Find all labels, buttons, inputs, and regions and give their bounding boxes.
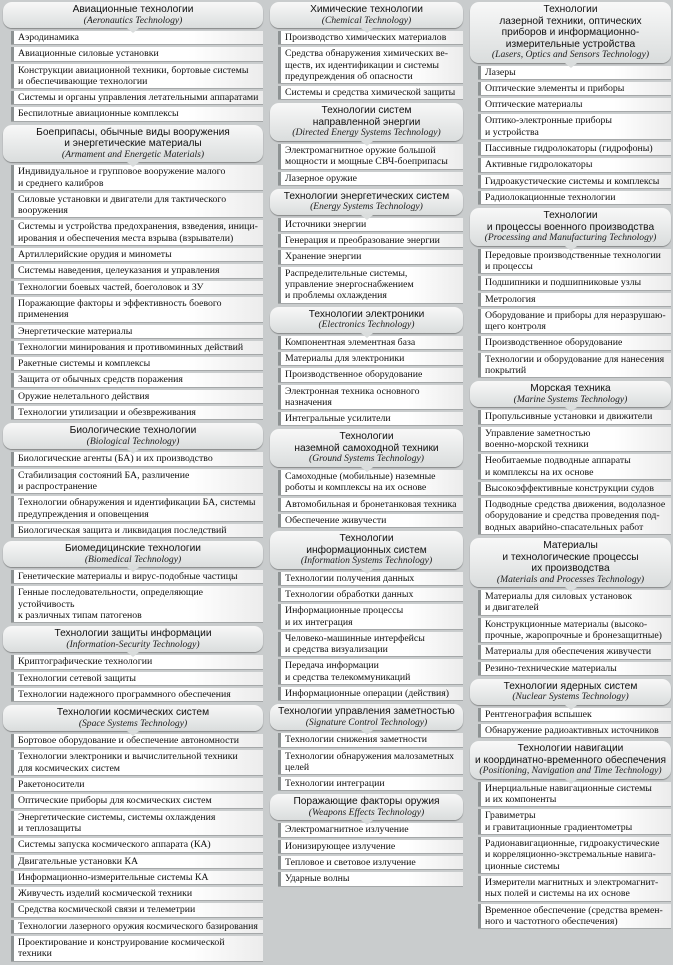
section-title: Поражающие факторы оружия (293, 796, 440, 808)
section-title: Технологии электроники (308, 308, 425, 320)
list-item: Живучесть изделий космической техники (11, 887, 263, 900)
section-subtitle: (Processing and Manufacturing Technology) (484, 232, 657, 244)
list-item: Оптические приборы для космических систем (11, 794, 263, 807)
list-item: Технологии интеграции (278, 777, 463, 790)
list-item: Распределительные системы, управление энергоснабжением и проблемы охлаждения (278, 267, 463, 303)
list-item: Временное обеспечение (средства времен- ного и частотного обеспечения) (478, 904, 671, 929)
list-item: Аэродинамика (11, 31, 263, 44)
list-item: Метрология (478, 293, 671, 306)
section-subtitle: (Directed Energy Systems Technology) (292, 127, 441, 139)
list-item: Обеспечение живучести (278, 514, 463, 527)
section-card (270, 429, 463, 527)
section-card (270, 189, 463, 303)
list-item: Биологическая защита и ликвидация последствий (11, 524, 263, 537)
list-item: Системы и средства химической защиты (278, 86, 463, 99)
list-item: Производственное оборудование (278, 368, 463, 381)
list-item: Человеко-машинные интерфейсы и средства визуализации (278, 632, 463, 657)
list-item: Передовые производственные технологии и процессы (478, 249, 671, 274)
list-item: Технологии обнаружения малозаметных целей (278, 750, 463, 775)
list-item: Информационные операции (действия) (278, 687, 463, 700)
section-subtitle: (Marine Systems Technology) (513, 393, 628, 405)
list-item: Биологические агенты (БА) и их производство (11, 452, 263, 465)
section-title: Технологии систем направленной энергии (312, 105, 421, 128)
list-item: Оборудование и приборы для неразрушаю- щего контроля (478, 309, 671, 334)
section-header (270, 103, 463, 141)
section-subtitle: (Aeronautics Technology) (83, 14, 183, 26)
column-3 (470, 2, 671, 932)
list-item: Технологии лазерного оружия космического базирования (11, 920, 263, 933)
list-item: Тепловое и световое излучение (278, 856, 463, 869)
list-item: Силовые установки и двигатели для тактического вооружения (11, 193, 263, 218)
list-item: Оружие нелетального действия (11, 390, 263, 403)
list-item: Материалы для обеспечения живучести (478, 645, 671, 658)
list-item: Необитаемые подводные аппараты и комплексы на их основе (478, 454, 671, 479)
section-title: Химические технологии (310, 4, 423, 15)
list-item: Артиллерийские орудия и минометы (11, 248, 263, 261)
section-title: Авиационные технологии (72, 4, 194, 15)
list-item: Средства космической связи и телеметрии (11, 903, 263, 916)
section-subtitle: (Information-Security Technology) (66, 638, 200, 650)
section-title: Технологии управления заметностью (278, 706, 455, 718)
list-item: Оптические элементы и приборы (478, 82, 671, 95)
section-card (270, 794, 463, 885)
section-card (3, 541, 263, 622)
list-item: Производственное оборудование (478, 336, 671, 349)
section-title: Технологии информационных систем (306, 533, 427, 556)
list-item: Системы запуска космического аппарата (КА) (11, 838, 263, 851)
section-subtitle: (Weapons Effects Technology) (308, 806, 425, 818)
section-card (270, 307, 463, 426)
list-item: Технологии электроники и вычислительной техники для космических систем (11, 750, 263, 775)
list-item: Генные последовательности, определяющие устойчивость к различных типам патогенов (11, 586, 263, 622)
list-item: Материалы для силовых установок и двигателей (478, 590, 671, 615)
section-subtitle: (Materials and Processes Technology) (496, 573, 645, 585)
list-item: Энергетические материалы (11, 325, 263, 338)
section-title: Технологии ядерных систем (503, 680, 638, 692)
section-header (270, 2, 463, 28)
section-subtitle: (Biological Technology) (86, 435, 180, 447)
list-item: Электромагнитное излучение (278, 823, 463, 836)
section-subtitle: (Ground Systems Technology) (309, 453, 424, 465)
section-card (270, 103, 463, 184)
section-subtitle: (Signature Control Technology) (305, 716, 428, 728)
section-card (470, 741, 671, 928)
list-item: Пассивные гидролокаторы (гидрофоны) (478, 142, 671, 155)
list-item: Технологии получения данных (278, 572, 463, 585)
section-header (3, 705, 263, 731)
section-card (270, 531, 463, 700)
list-item: Конструкции авиационной техники, бортовые системы и обеспечивающие технологии (11, 64, 263, 89)
section-subtitle: (Armament and Energetic Materials) (61, 148, 205, 160)
section-subtitle: (Electronics Technology) (318, 319, 415, 331)
section-card (470, 2, 671, 204)
section-subtitle: (Information Systems Technology) (300, 555, 433, 567)
section-subtitle: (Nuclear Systems Technology) (512, 691, 629, 703)
list-item: Оптико-электронные приборы и устройства (478, 114, 671, 139)
section-title: Технологии космических систем (56, 707, 210, 719)
list-item: Источники энергии (278, 218, 463, 231)
section-header (3, 2, 263, 28)
section-card (3, 705, 263, 960)
list-item: Информационно-измерительные системы КА (11, 871, 263, 884)
list-item: Интегральные усилители (278, 412, 463, 425)
section-title: Боеприпасы, обычные виды вооружения и энергетические материалы (36, 126, 230, 150)
list-item: Системы наведения, целеуказания и управления (11, 264, 263, 277)
section-card (470, 208, 671, 377)
section-header (270, 794, 463, 820)
list-item: Гравиметры и гравитационные градиентометры (478, 809, 671, 834)
section-header (270, 307, 463, 333)
list-item: Пропульсивные установки и движители (478, 410, 671, 423)
list-item: Авиационные силовые установки (11, 47, 263, 60)
section-subtitle: (Positioning, Navigation and Time Technology) (479, 765, 662, 777)
list-item: Рентгенография вспышек (478, 708, 671, 721)
list-item: Производство химических материалов (278, 31, 463, 44)
section-header (470, 208, 671, 246)
section-title: Морская техника (530, 383, 611, 395)
list-item: Передача информации и средства телекоммуникаций (278, 659, 463, 684)
section-header (3, 423, 263, 449)
list-item: Оптические материалы (478, 98, 671, 111)
list-item: Технологии утилизации и обезвреживания (11, 406, 263, 419)
list-item: Подводные средства движения, водолазное оборудование и средства проведения под- водных аварийно-спасательных работ (478, 498, 671, 534)
section-header (3, 125, 263, 163)
list-item: Системы и устройства предохранения, взведения, иници- ирования и обеспечения места взрыва (взрыватели) (11, 220, 263, 245)
section-card (270, 704, 463, 790)
section-card (470, 381, 671, 534)
section-subtitle: (Biomedical Technology) (84, 553, 182, 565)
list-item: Технологии снижения заметности (278, 733, 463, 746)
section-card (470, 538, 671, 675)
list-item: Генерация и преобразование энергии (278, 234, 463, 247)
list-item: Лазеры (478, 66, 671, 79)
section-card (270, 2, 463, 99)
section-title: Технологии навигации и координатно-временного обеспечения (474, 743, 667, 766)
list-item: Технологии боевых частей, боеголовок и ЗУ (11, 281, 263, 294)
section-title: Биомедицинские технологии (65, 543, 201, 555)
list-item: Гидроакустические системы и комплексы (478, 175, 671, 188)
list-item: Электронная техника основного назначения (278, 385, 463, 410)
section-header (270, 189, 463, 215)
list-item: Бортовое оборудование и обеспечение автономности (11, 734, 263, 747)
section-subtitle: (Chemical Technology) (321, 14, 412, 26)
section-header (470, 2, 671, 63)
list-item: Защита от обычных средств поражения (11, 373, 263, 386)
list-item: Лазерное оружие (278, 172, 463, 185)
section-title: Технологии энергетических систем (283, 190, 450, 202)
list-item: Технологии и оборудование для нанесения покрытий (478, 353, 671, 378)
list-item: Двигательные установки КА (11, 855, 263, 868)
section-card (3, 626, 263, 701)
section-header (470, 381, 671, 407)
section-subtitle: (Lasers, Optics and Sensors Technology) (491, 49, 650, 60)
section-title: Технологии и процессы военного производства (486, 210, 655, 233)
list-item: Управление заметностью военно-морской техники (478, 427, 671, 452)
list-item: Радионавигационные, гидроакустические и корреляционно-экстремальные навига- ционные системы (478, 837, 671, 873)
list-item: Измерители магнитных и электромагнит- ных полей и системы на их основе (478, 876, 671, 901)
section-card (3, 125, 263, 420)
section-header (470, 741, 671, 779)
section-header (3, 626, 263, 652)
section-header (470, 679, 671, 705)
list-item: Стабилизация состояний БА, различение и распространение (11, 469, 263, 494)
list-item: Технологии сетевой защиты (11, 672, 263, 685)
list-item: Проектирование и конструирование космической техники (11, 936, 263, 961)
list-item: Компонентная элементная база (278, 336, 463, 349)
section-header (270, 531, 463, 569)
list-item: Подшипники и подшипниковые узлы (478, 276, 671, 289)
section-title: Технологии лазерной техники, оптических приборов и информационно- измерительные устройства (499, 4, 642, 50)
list-item: Автомобильная и бронетанковая техника (278, 498, 463, 511)
section-card (3, 423, 263, 537)
list-item: Технологии обнаружения и идентификации БА, системы предупреждения и оповещения (11, 496, 263, 521)
section-title: Технологии защиты информации (54, 628, 212, 640)
section-title: Материалы и технологические процессы их производства (502, 540, 639, 575)
list-item: Хранение энергии (278, 250, 463, 263)
list-item: Технологии обработки данных (278, 588, 463, 601)
section-title: Технологии наземной самоходной техники (294, 431, 439, 454)
list-item: Самоходные (мобильные) наземные роботы и комплексы на их основе (278, 470, 463, 495)
list-item: Беспилотные авиационные комплексы (11, 107, 263, 120)
section-header (270, 429, 463, 467)
list-item: Высокоэффективные конструкции судов (478, 482, 671, 495)
section-card (3, 2, 263, 121)
section-header (470, 538, 671, 587)
section-header (270, 704, 463, 730)
list-item: Индивидуальное и групповое вооружение малого и среднего калибров (11, 165, 263, 190)
list-item: Электромагнитное оружие большой мощности и мощные СВЧ-боеприпасы (278, 144, 463, 169)
list-item: Технологии надежного программного обеспечения (11, 688, 263, 701)
list-item: Поражающие факторы и эффективность боевого применения (11, 297, 263, 322)
list-item: Ракетные системы и комплексы (11, 357, 263, 370)
list-item: Технологии минирования и противоминных действий (11, 341, 263, 354)
list-item: Ионизирующее излучение (278, 840, 463, 853)
list-item: Генетические материалы и вирус-подобные частицы (11, 570, 263, 583)
column-2 (270, 2, 463, 890)
list-item: Обнаружение радиоактивных источников (478, 724, 671, 737)
section-header (3, 541, 263, 567)
list-item: Инерциальные навигационные системы и их компоненты (478, 782, 671, 807)
list-item: Криптографические технологии (11, 655, 263, 668)
list-item: Материалы для электроники (278, 352, 463, 365)
list-item: Ракетоносители (11, 778, 263, 791)
list-item: Системы и органы управления летательными аппаратами (11, 91, 263, 104)
list-item: Ударные волны (278, 872, 463, 885)
column-1 (3, 2, 263, 965)
list-item: Активные гидролокаторы (478, 158, 671, 171)
section-card (470, 679, 671, 738)
list-item: Информационные процессы и их интеграция (278, 604, 463, 629)
section-title: Биологические технологии (69, 425, 197, 437)
section-subtitle: (Energy Systems Technology) (310, 201, 423, 213)
list-item: Средства обнаружения химических ве- ществ, их идентификации и системы предупреждения об опасности (278, 47, 463, 83)
list-item: Конструкционные материалы (высоко- прочные, жаропрочные и бронезащитные) (478, 618, 671, 643)
list-item: Энергетические системы, системы охлаждения и теплозащиты (11, 811, 263, 836)
section-subtitle: (Space Systems Technology) (78, 717, 188, 729)
list-item: Резино-технические материалы (478, 662, 671, 675)
list-item: Радиолокационные технологии (478, 191, 671, 204)
